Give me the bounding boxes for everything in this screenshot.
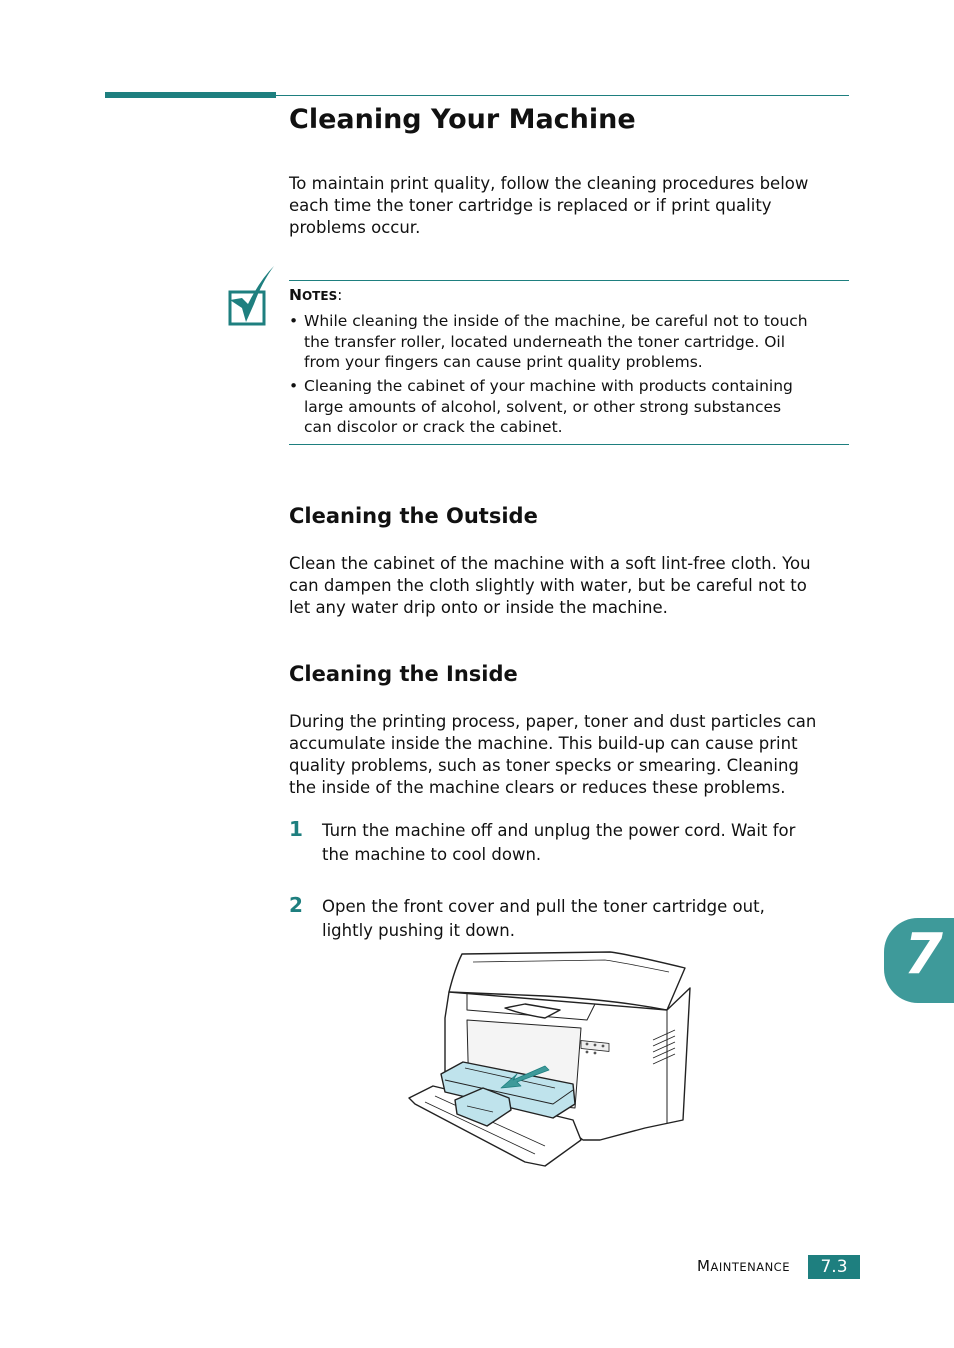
note-line: the transfer roller, located underneath the toner cartridge. Oil (304, 332, 786, 351)
header-rule-thin (276, 95, 849, 96)
outside-line: Clean the cabinet of the machine with a soft lint-free cloth. You (289, 554, 811, 573)
header-rule-thick (105, 92, 276, 98)
footer-label-initial: M (697, 1257, 711, 1275)
bullet-icon: • (289, 377, 299, 395)
inside-heading: Cleaning the Inside (289, 662, 518, 686)
inside-line: quality problems, such as toner specks or smearing. Cleaning (289, 756, 799, 775)
outside-line: can dampen the cloth slightly with water, but be careful not to (289, 576, 807, 595)
intro-line: problems occur. (289, 218, 421, 237)
note-line (289, 311, 854, 332)
note-line-text: Cleaning the cabinet of your machine with products containing (304, 377, 793, 395)
inside-paragraph (289, 711, 854, 799)
note-line: can discolor or crack the cabinet. (304, 418, 563, 436)
note-line-text: While cleaning the inside of the machine, be careful not to touch (304, 312, 808, 330)
footer-label-rest: AINTENANCE (710, 1260, 790, 1274)
intro-paragraph (289, 173, 854, 239)
note-item (289, 311, 854, 373)
printer-toner-removal-illustration (405, 948, 697, 1170)
outside-heading: Cleaning the Outside (289, 504, 538, 528)
intro-line: To maintain print quality, follow the cleaning procedures below (289, 174, 809, 193)
step-line: the machine to cool down. (322, 845, 542, 864)
step-line: Turn the machine off and unplug the power cord. Wait for (322, 821, 796, 840)
bullet-icon: • (289, 312, 299, 330)
intro-line: each time the toner cartridge is replaced or if print quality (289, 196, 772, 215)
notes-heading-colon: : (337, 286, 343, 304)
step-text (322, 895, 765, 943)
checkmark-note-icon (224, 264, 276, 330)
outside-line: let any water drip onto or inside the machine. (289, 598, 668, 617)
note-line: from your fingers can cause print quality problems. (304, 353, 703, 371)
step-number: 1 (289, 817, 303, 841)
notes-top-rule (289, 280, 849, 281)
chapter-number: 7 (904, 922, 943, 987)
note-line (289, 376, 854, 397)
notes-heading-initial: N (289, 286, 302, 304)
step-text (322, 819, 795, 867)
notes-heading (289, 286, 342, 304)
step-line: lightly pushing it down. (322, 921, 515, 940)
step-number: 2 (289, 893, 303, 917)
outside-paragraph (289, 553, 854, 619)
note-item (289, 376, 854, 438)
step-line: Open the front cover and pull the toner cartridge out, (322, 897, 765, 916)
note-line: large amounts of alcohol, solvent, or other strong substances (304, 397, 782, 416)
page-title: Cleaning Your Machine (289, 104, 636, 135)
notes-bottom-rule (289, 444, 849, 445)
footer-section-label (697, 1257, 790, 1275)
inside-line: the inside of the machine clears or reduces these problems. (289, 778, 786, 797)
notes-heading-rest: OTES (301, 289, 338, 303)
page-number: 7.3 (808, 1255, 860, 1279)
inside-line: During the printing process, paper, toner and dust particles can (289, 712, 817, 731)
inside-line: accumulate inside the machine. This build-up can cause print (289, 734, 798, 753)
